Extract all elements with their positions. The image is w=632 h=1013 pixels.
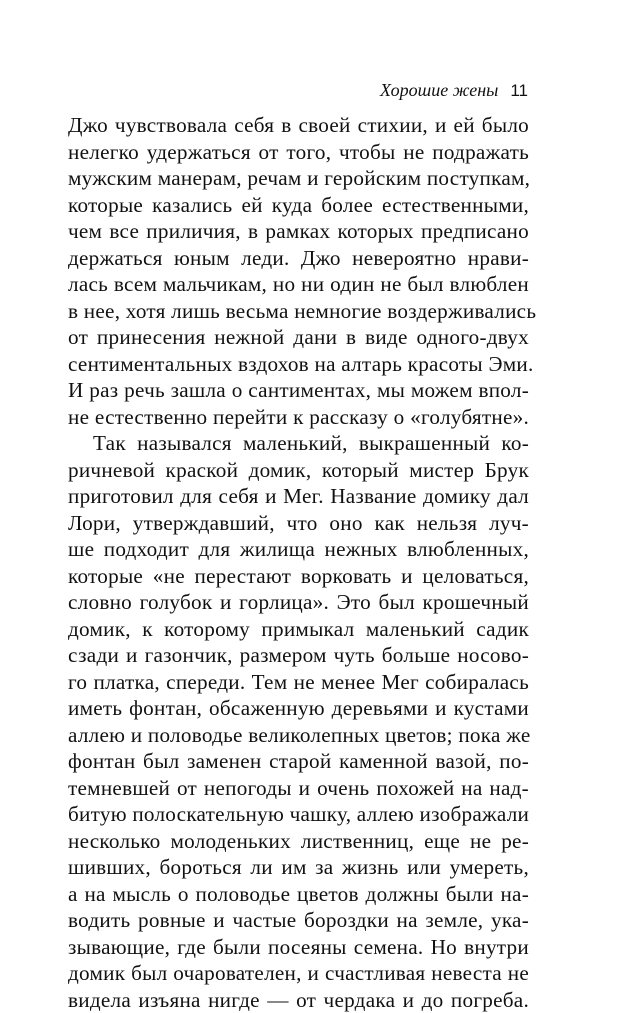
text-line: сзади и газончик, размером чуть больше носово-	[68, 642, 529, 669]
text-line: зывающие, где были посеяны семена. Но внутри	[68, 934, 529, 961]
text-line: которые «не перестают ворковать и целоваться,	[68, 563, 529, 590]
text-line: ричневой краской домик, который мистер Брук	[68, 457, 529, 484]
text-line: аллею и половодье великолепных цветов; пока же	[68, 722, 529, 749]
text-line: Лори, утверждавший, что оно как нельзя луч-	[68, 510, 529, 537]
running-head	[380, 78, 528, 103]
text-line: от принесения нежной дани в виде одного-двух	[68, 324, 529, 351]
body-text	[68, 112, 529, 1013]
text-line: чем все приличия, в рамках которых предписано	[68, 218, 529, 245]
text-line: битую полоскательную чашку, аллею изображали	[68, 801, 529, 828]
text-line: фонтан был заменен старой каменной вазой, по-	[68, 748, 529, 775]
text-line: шивших, бороться ли им за жизнь или умереть,	[68, 854, 529, 881]
text-line: а на мысль о половодье цветов должны были на-	[68, 881, 529, 908]
text-line: приготовил для себя и Мег. Название домику дал	[68, 483, 529, 510]
text-line: темневшей от непогоды и очень похожей на над-	[68, 775, 529, 802]
text-line: И раз речь зашла о сантиментах, мы можем впол-	[68, 377, 529, 404]
running-title: Хорошие жены	[380, 80, 498, 100]
page-number: 11	[510, 81, 528, 100]
text-line: в нее, хотя лишь весьма немногие воздерживались	[68, 298, 529, 325]
text-line: мужским манерам, речам и геройским поступкам,	[68, 165, 529, 192]
text-line: иметь фонтан, обсаженную деревьями и кустами	[68, 695, 529, 722]
text-line: Джо чувствовала себя в своей стихии, и ей было	[68, 112, 529, 139]
text-line: держаться юным леди. Джо невероятно нрави-	[68, 245, 529, 272]
text-line: лась всем мальчикам, но ни один не был влюблен	[68, 271, 529, 298]
text-line: словно голубок и горлица». Это был крошечный	[68, 589, 529, 616]
text-line: го платка, спереди. Тем не менее Мег собиралась	[68, 669, 529, 696]
text-line: видела изъяна нигде — от чердака и до погреба.	[68, 987, 529, 1013]
text-line: не естественно перейти к рассказу о «голубятне».	[68, 404, 529, 431]
text-line: домик был очарователен, и счастливая невеста не	[68, 960, 529, 987]
text-line: водить ровные и частые бороздки на земле, ука-	[68, 907, 529, 934]
text-line: несколько молоденьких лиственниц, еще не ре-	[68, 828, 529, 855]
text-line: которые казались ей куда более естественными,	[68, 192, 529, 219]
text-line: сентиментальных вздохов на алтарь красоты Эми.	[68, 351, 529, 378]
paragraph-first-line: Так назывался маленький, выкрашенный ко-	[68, 430, 529, 457]
text-line: домик, к которому примыкал маленький садик	[68, 616, 529, 643]
text-line: нелегко удержаться от того, чтобы не подражать	[68, 139, 529, 166]
text-line: ше подходит для жилища нежных влюбленных,	[68, 536, 529, 563]
